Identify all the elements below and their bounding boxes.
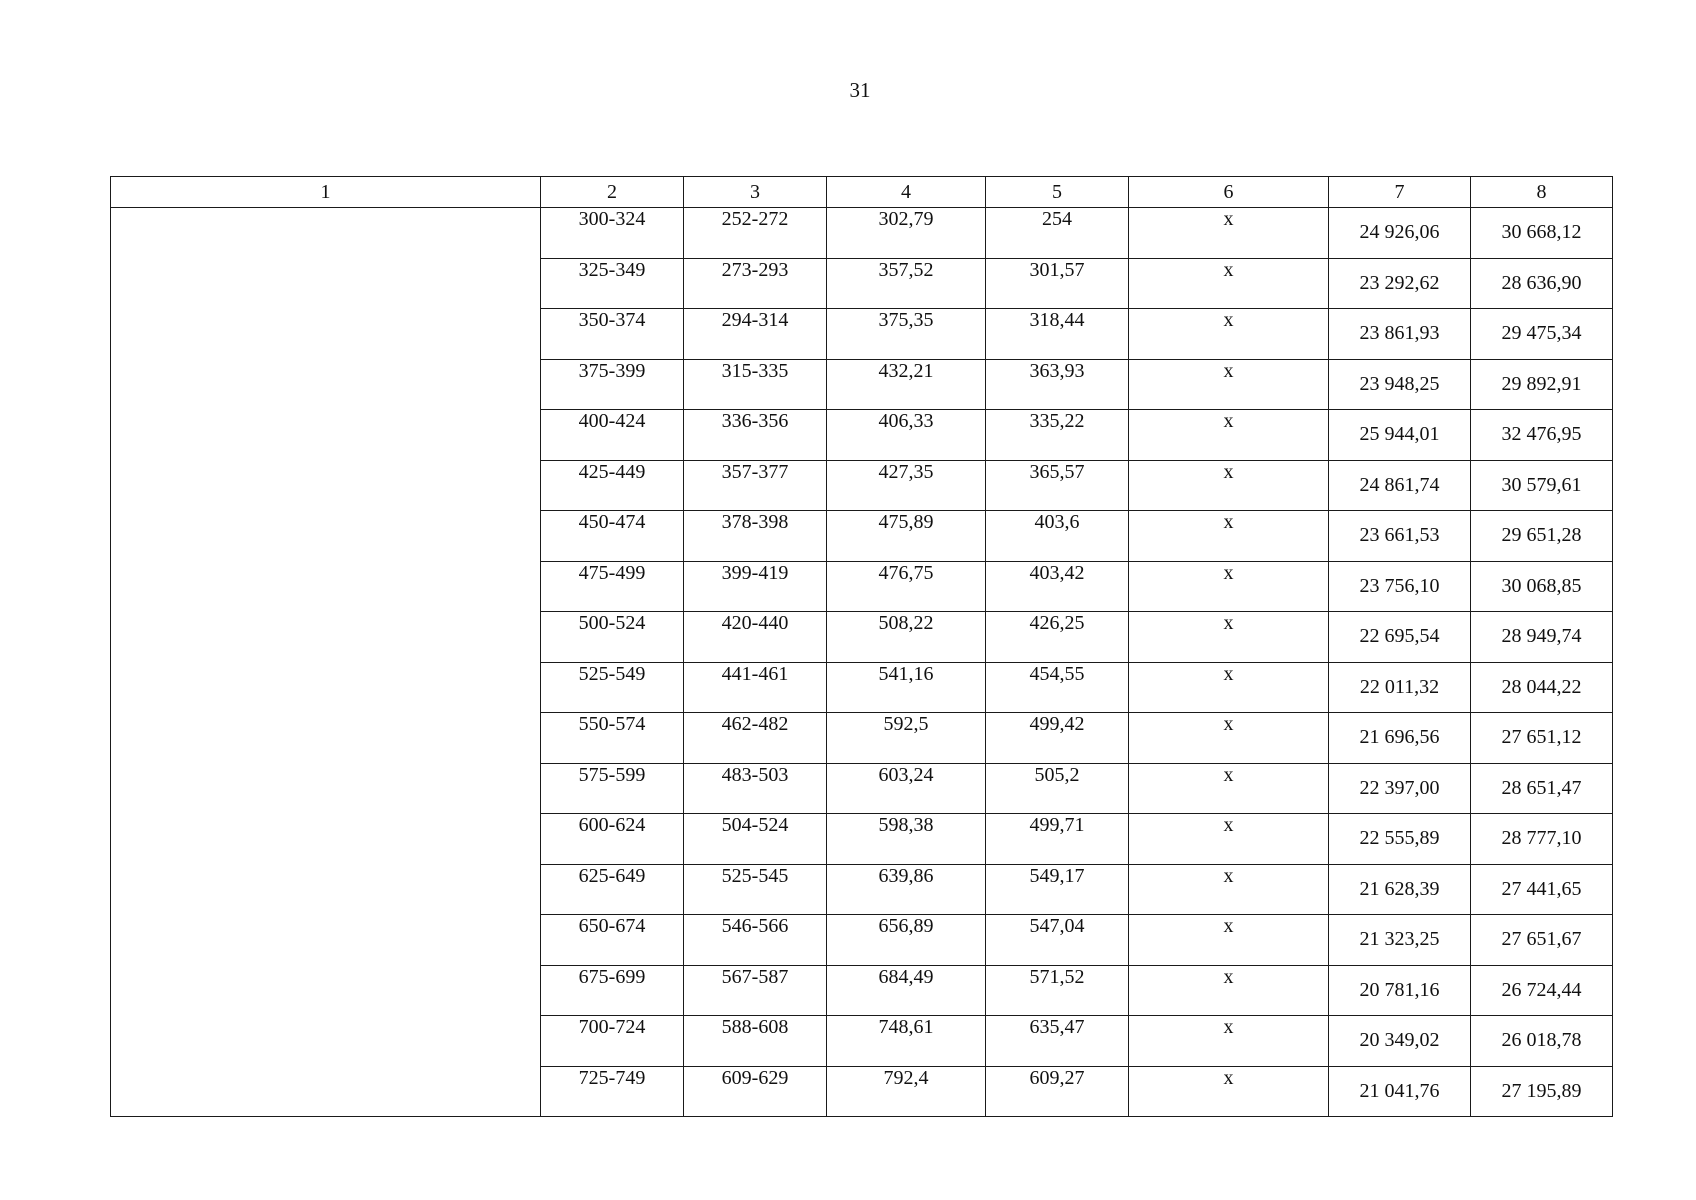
- table-cell-col-4: 639,86: [827, 864, 986, 915]
- table-cell-col-3: 420-440: [684, 612, 827, 663]
- column-header-4: 4: [827, 177, 986, 208]
- table-cell-col-5: 499,71: [986, 814, 1129, 865]
- table-cell-col-2: 650-674: [541, 915, 684, 966]
- table-cell-col-3: 273-293: [684, 258, 827, 309]
- table-cell-col-6: x: [1129, 1066, 1329, 1117]
- table-cell-col-2: 300-324: [541, 208, 684, 259]
- table-cell-col-6: x: [1129, 460, 1329, 511]
- table-cell-col-2: 525-549: [541, 662, 684, 713]
- header-row: [111, 177, 1613, 208]
- table-cell-col-4: 302,79: [827, 208, 986, 259]
- table-cell-col-4: 406,33: [827, 410, 986, 461]
- table-cell-col-2: 375-399: [541, 359, 684, 410]
- table-cell-col-2: 425-449: [541, 460, 684, 511]
- table-cell-col-3: 399-419: [684, 561, 827, 612]
- table-cell-col-4: 475,89: [827, 511, 986, 562]
- table-cell-col-3: 483-503: [684, 763, 827, 814]
- table-cell-col-7: 25 944,01: [1329, 410, 1471, 461]
- table-cell-col-3: 567-587: [684, 965, 827, 1016]
- table-cell-col-3: 504-524: [684, 814, 827, 865]
- table-cell-col-8: 28 777,10: [1471, 814, 1613, 865]
- table-cell-col-4: 598,38: [827, 814, 986, 865]
- table-cell-col-4: 748,61: [827, 1016, 986, 1067]
- table-cell-col-8: 27 651,67: [1471, 915, 1613, 966]
- table-cell-col-3: 252-272: [684, 208, 827, 259]
- table-cell-col-5: 549,17: [986, 864, 1129, 915]
- table-cell-col-6: x: [1129, 258, 1329, 309]
- table-cell-col-6: x: [1129, 1016, 1329, 1067]
- table-cell-col-6: x: [1129, 915, 1329, 966]
- table-cell-col-5: 301,57: [986, 258, 1129, 309]
- column-1-cell: [111, 208, 541, 1117]
- table-cell-col-5: 505,2: [986, 763, 1129, 814]
- table-cell-col-8: 30 068,85: [1471, 561, 1613, 612]
- column-header-5: 5: [986, 177, 1129, 208]
- table-cell-col-5: 403,6: [986, 511, 1129, 562]
- table-cell-col-7: 20 349,02: [1329, 1016, 1471, 1067]
- table-cell-col-8: 29 475,34: [1471, 309, 1613, 360]
- table-cell-col-3: 525-545: [684, 864, 827, 915]
- table-body: [111, 208, 1613, 1117]
- table-cell-col-8: 30 668,12: [1471, 208, 1613, 259]
- table-cell-col-6: x: [1129, 359, 1329, 410]
- table-cell-col-4: 357,52: [827, 258, 986, 309]
- table-cell-col-4: 603,24: [827, 763, 986, 814]
- table-cell-col-8: 32 476,95: [1471, 410, 1613, 461]
- table-cell-col-8: 27 651,12: [1471, 713, 1613, 764]
- table-cell-col-5: 609,27: [986, 1066, 1129, 1117]
- table-cell-col-7: 22 011,32: [1329, 662, 1471, 713]
- table-cell-col-3: 546-566: [684, 915, 827, 966]
- table-cell-col-8: 27 441,65: [1471, 864, 1613, 915]
- page-number: 31: [849, 78, 871, 102]
- table-cell-col-5: 635,47: [986, 1016, 1129, 1067]
- table-cell-col-3: 378-398: [684, 511, 827, 562]
- table-cell-col-5: 499,42: [986, 713, 1129, 764]
- table-row: [111, 208, 1613, 259]
- table-cell-col-7: 21 696,56: [1329, 713, 1471, 764]
- table-cell-col-4: 476,75: [827, 561, 986, 612]
- table-cell-col-2: 500-524: [541, 612, 684, 663]
- table-cell-col-2: 475-499: [541, 561, 684, 612]
- table-cell-col-3: 588-608: [684, 1016, 827, 1067]
- column-header-2: 2: [541, 177, 684, 208]
- table-cell-col-4: 541,16: [827, 662, 986, 713]
- table-cell-col-2: 325-349: [541, 258, 684, 309]
- column-header-3: 3: [684, 177, 827, 208]
- column-header-1: 1: [111, 177, 541, 208]
- table-header: [111, 177, 1613, 208]
- table-cell-col-7: 23 292,62: [1329, 258, 1471, 309]
- table-cell-col-5: 363,93: [986, 359, 1129, 410]
- table-cell-col-7: 21 628,39: [1329, 864, 1471, 915]
- table-cell-col-2: 600-624: [541, 814, 684, 865]
- table-cell-col-5: 318,44: [986, 309, 1129, 360]
- table-cell-col-2: 550-574: [541, 713, 684, 764]
- table-cell-col-3: 462-482: [684, 713, 827, 764]
- table-cell-col-3: 294-314: [684, 309, 827, 360]
- table-cell-col-2: 700-724: [541, 1016, 684, 1067]
- table-cell-col-8: 28 636,90: [1471, 258, 1613, 309]
- table-cell-col-7: 24 926,06: [1329, 208, 1471, 259]
- column-header-7: 7: [1329, 177, 1471, 208]
- table-cell-col-5: 403,42: [986, 561, 1129, 612]
- table-cell-col-6: x: [1129, 814, 1329, 865]
- table-cell-col-2: 725-749: [541, 1066, 684, 1117]
- table-cell-col-4: 375,35: [827, 309, 986, 360]
- table-cell-col-3: 357-377: [684, 460, 827, 511]
- table-cell-col-6: x: [1129, 208, 1329, 259]
- table-cell-col-4: 427,35: [827, 460, 986, 511]
- table-cell-col-6: x: [1129, 561, 1329, 612]
- table-cell-col-8: 30 579,61: [1471, 460, 1613, 511]
- table-cell-col-7: 21 323,25: [1329, 915, 1471, 966]
- table-cell-col-4: 508,22: [827, 612, 986, 663]
- table-cell-col-6: x: [1129, 511, 1329, 562]
- table-cell-col-8: 29 892,91: [1471, 359, 1613, 410]
- table-cell-col-5: 365,57: [986, 460, 1129, 511]
- column-header-8: 8: [1471, 177, 1613, 208]
- table-cell-col-5: 454,55: [986, 662, 1129, 713]
- table-cell-col-7: 23 756,10: [1329, 561, 1471, 612]
- table-cell-col-5: 426,25: [986, 612, 1129, 663]
- table-cell-col-8: 28 651,47: [1471, 763, 1613, 814]
- table-cell-col-7: 22 695,54: [1329, 612, 1471, 663]
- data-table: [110, 176, 1613, 1117]
- table-cell-col-5: 571,52: [986, 965, 1129, 1016]
- table-cell-col-4: 684,49: [827, 965, 986, 1016]
- table-cell-col-6: x: [1129, 763, 1329, 814]
- table-cell-col-4: 656,89: [827, 915, 986, 966]
- table-cell-col-7: 20 781,16: [1329, 965, 1471, 1016]
- table-cell-col-3: 315-335: [684, 359, 827, 410]
- table-cell-col-2: 450-474: [541, 511, 684, 562]
- table-cell-col-6: x: [1129, 864, 1329, 915]
- table-cell-col-3: 609-629: [684, 1066, 827, 1117]
- table-cell-col-5: 547,04: [986, 915, 1129, 966]
- table-cell-col-7: 23 861,93: [1329, 309, 1471, 360]
- table-cell-col-3: 336-356: [684, 410, 827, 461]
- table-cell-col-8: 29 651,28: [1471, 511, 1613, 562]
- table-cell-col-5: 335,22: [986, 410, 1129, 461]
- table-cell-col-4: 432,21: [827, 359, 986, 410]
- table-cell-col-6: x: [1129, 662, 1329, 713]
- table-cell-col-7: 24 861,74: [1329, 460, 1471, 511]
- table-cell-col-2: 400-424: [541, 410, 684, 461]
- table-cell-col-2: 675-699: [541, 965, 684, 1016]
- table-cell-col-6: x: [1129, 309, 1329, 360]
- table-cell-col-7: 22 397,00: [1329, 763, 1471, 814]
- table-cell-col-2: 625-649: [541, 864, 684, 915]
- table-cell-col-8: 26 724,44: [1471, 965, 1613, 1016]
- table-cell-col-8: 28 044,22: [1471, 662, 1613, 713]
- table-cell-col-4: 592,5: [827, 713, 986, 764]
- table-cell-col-5: 254: [986, 208, 1129, 259]
- table-cell-col-4: 792,4: [827, 1066, 986, 1117]
- table-cell-col-7: 22 555,89: [1329, 814, 1471, 865]
- table-cell-col-6: x: [1129, 410, 1329, 461]
- table-cell-col-2: 575-599: [541, 763, 684, 814]
- table-cell-col-6: x: [1129, 713, 1329, 764]
- table-cell-col-2: 350-374: [541, 309, 684, 360]
- table-cell-col-7: 23 948,25: [1329, 359, 1471, 410]
- table-cell-col-3: 441-461: [684, 662, 827, 713]
- table-cell-col-8: 26 018,78: [1471, 1016, 1613, 1067]
- table-cell-col-7: 21 041,76: [1329, 1066, 1471, 1117]
- column-header-6: 6: [1129, 177, 1329, 208]
- table-cell-col-6: x: [1129, 965, 1329, 1016]
- table-cell-col-7: 23 661,53: [1329, 511, 1471, 562]
- table-cell-col-6: x: [1129, 612, 1329, 663]
- table-cell-col-8: 28 949,74: [1471, 612, 1613, 663]
- table-cell-col-8: 27 195,89: [1471, 1066, 1613, 1117]
